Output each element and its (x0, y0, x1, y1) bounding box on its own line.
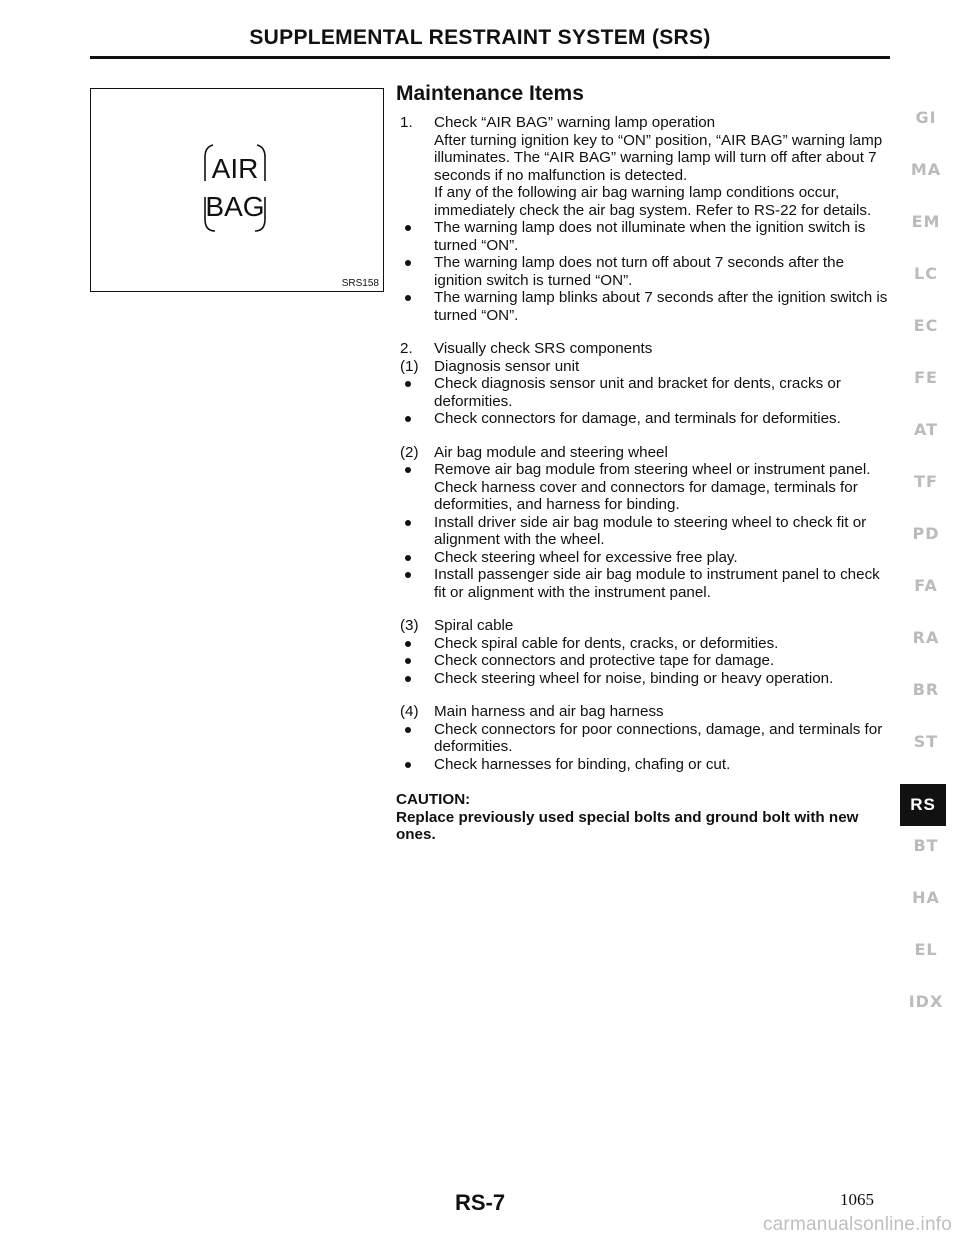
nav-tab-tf[interactable]: TF (914, 472, 938, 491)
list-item: Check harnesses for binding, chafing or cut. (396, 756, 894, 774)
bullet-icon (405, 225, 411, 231)
sub-item (396, 444, 894, 462)
bullet-icon (405, 676, 411, 682)
nav-tab-bt[interactable]: BT (913, 836, 939, 855)
nav-tab-fe[interactable]: FE (914, 368, 938, 387)
nav-tab-el[interactable]: EL (914, 940, 938, 959)
sub-item-title: Main harness and air bag harness (434, 703, 664, 720)
list-item: Check diagnosis sensor unit and bracket for dents, cracks or deformities. (396, 375, 894, 410)
bullet-icon (405, 295, 411, 301)
sub-item-number: (1) (400, 357, 419, 375)
nav-tab-ec[interactable]: EC (913, 316, 939, 335)
list-item: The warning lamp does not turn off about 7 seconds after the ignition switch is turned “ON”. (396, 254, 894, 289)
paragraph: After turning ignition key to “ON” position, “AIR BAG” warning lamp illuminates. The “AIR BAG” warning lamp will turn off after about 7 seconds if no malfunction is detected. (434, 131, 883, 184)
list-item: The warning lamp does not illuminate when the ignition switch is turned “ON”. (396, 219, 894, 254)
nav-tab-br[interactable]: BR (912, 680, 940, 699)
sub-item-number: (4) (400, 703, 419, 720)
sub-item-number: (3) (400, 617, 419, 634)
bullet-icon (405, 762, 411, 768)
list-item: Check connectors for damage, and terminals for deformities. (396, 410, 894, 428)
list-item: Remove air bag module from steering wheel or instrument panel. Check harness cover and connectors for damage, terminals for deformities, and harness for binding. (396, 461, 894, 514)
page-number: RS-7 (454, 1190, 506, 1215)
sheet-number: 1065 (840, 1190, 874, 1209)
section-index-nav (900, 108, 960, 1108)
item-title: Check “AIR BAG” warning lamp operation (434, 114, 716, 131)
airbag-lamp-figure (90, 88, 384, 292)
sub-item-title: Diagnosis sensor unit (434, 357, 580, 375)
nav-tab-idx[interactable]: IDX (908, 992, 944, 1011)
bullet-icon (405, 658, 411, 664)
sub-item (396, 617, 894, 635)
nav-tab-ra[interactable]: RA (912, 628, 940, 647)
bullet-icon (405, 572, 411, 578)
list-item: Check spiral cable for dents, cracks, or deformities. (396, 635, 894, 653)
nav-tab-ma[interactable]: MA (910, 160, 942, 179)
sub-item-title: Spiral cable (434, 617, 514, 634)
item-number: 2. (400, 340, 413, 357)
nav-tab-pd[interactable]: PD (912, 524, 940, 543)
list-item (396, 114, 894, 132)
bullet-icon (405, 260, 411, 266)
bullet-icon (405, 467, 411, 473)
lamp-text-air: AIR (211, 153, 259, 184)
bullet-icon (405, 727, 411, 733)
item-title: Visually check SRS components (434, 340, 653, 357)
nav-tab-at[interactable]: AT (913, 420, 939, 439)
list-item (396, 340, 894, 358)
nav-tab-gi[interactable]: GI (915, 108, 937, 127)
caution-label: CAUTION: (396, 791, 471, 808)
sub-item-title: Air bag module and steering wheel (434, 443, 668, 461)
nav-tab-ha[interactable]: HA (912, 888, 940, 907)
sub-item (396, 358, 894, 376)
list-item: The warning lamp blinks about 7 seconds after the ignition switch is turned “ON”. (396, 289, 894, 324)
sub-item-number: (2) (400, 443, 419, 461)
header-rule (90, 56, 890, 59)
list-item: Check steering wheel for noise, binding or heavy operation. (396, 670, 894, 688)
bullet-icon (405, 416, 411, 422)
bullet-icon (405, 520, 411, 526)
item-number: 1. (400, 114, 413, 131)
bullet-icon (405, 641, 411, 647)
page-header-title: SUPPLEMENTAL RESTRAINT SYSTEM (SRS) (249, 26, 711, 49)
maintenance-content (396, 80, 894, 844)
nav-tab-lc[interactable]: LC (914, 264, 938, 283)
caution-text: Replace previously used special bolts and ground bolt with new ones. (396, 808, 859, 843)
list-item: Install driver side air bag module to steering wheel to check fit or alignment with the wheel. (396, 514, 894, 549)
paragraph: If any of the following air bag warning lamp conditions occur, immediately check the air bag system. Refer to RS-22 for details. (434, 184, 872, 219)
nav-tab-st[interactable]: ST (913, 732, 939, 751)
figure-code: SRS158 (341, 278, 379, 289)
airbag-lamp-icon (199, 141, 271, 237)
list-item: Check connectors for poor connections, damage, and terminals for deformities. (396, 721, 894, 756)
list-item: Check connectors and protective tape for damage. (396, 652, 894, 670)
bullet-icon (405, 381, 411, 387)
list-item: Check steering wheel for excessive free play. (396, 549, 894, 567)
sub-item (396, 703, 894, 721)
watermark: carmanualsonline.info (762, 1214, 952, 1235)
nav-tab-rs[interactable]: RS (900, 784, 946, 826)
lamp-text-bag: BAG (205, 191, 265, 222)
list-item: Install passenger side air bag module to instrument panel to check fit or alignment with the instrument panel. (396, 566, 894, 601)
section-title: Maintenance Items (396, 82, 584, 105)
nav-tab-fa[interactable]: FA (914, 576, 938, 595)
bullet-icon (405, 555, 411, 561)
nav-tab-em[interactable]: EM (911, 212, 941, 231)
